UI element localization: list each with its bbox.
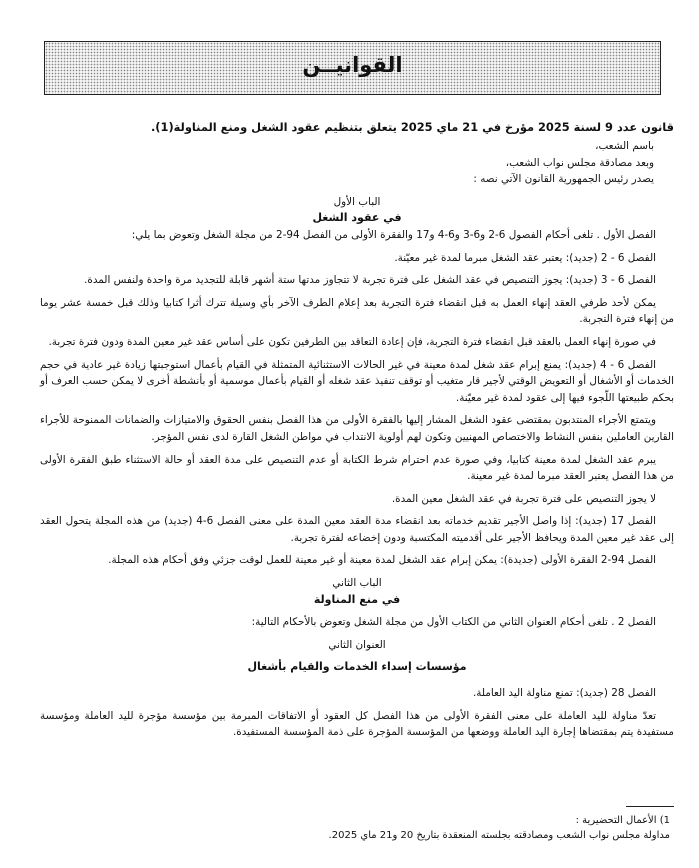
footnote-text: مداولة مجلس نواب الشعب ومصادقته بجلسته المنعقدة بتاريخ 20 و21 ماي 2025. (328, 830, 670, 841)
article-paragraph: الفصل الأول . تلغى أحكام الفصول 6-2 و6-3 و6-4 و17 والفقرة الأولى من الفصل 94-2 من مجلة الشغل وتعوض بما يلي: (131, 228, 656, 241)
part-heading: في منع المناولة (313, 592, 401, 606)
article-paragraph: الفصل 28 (جديد): تمنع مناولة اليد العاملة. (472, 687, 656, 700)
article-paragraph: تعدّ مناولة لليد العاملة على معنى الفقرة الأولى من هذا الفصل كل العقود أو الاتفاقات المبرمة بين مؤسسة مؤجرة لليد العاملة ومؤسسة مستفيدة يتم بمقتضاها إجارة اليد العاملة ووضعها من المؤسسة المؤجرة على ذمة المؤسسة المستفيدة. (40, 709, 674, 739)
article-paragraph: الفصل 2 . تلغى أحكام العنوان الثاني من الكتاب الأول من مجلة الشغل وتعوض بالأحكام التالية: (251, 616, 656, 629)
article-paragraph: ويتمتع الأجراء المنتدبون بمقتضى عقود الشغل المشار إليها بالفقرة الأولى من هذا الفصل بنفس الحقوق والامتيازات والضمانات الممنوحة للأجراء القارين العاملين بنفس النشاط والاختصاص المهنيين وتكون لهم أولوية الانتداب في مواطن الشغل القارة لدى نفس المؤجر. (40, 414, 674, 443)
footnote-label: 1) الأعمال التحضيرية : (575, 815, 670, 826)
preamble-line: باسم الشعب، (595, 140, 654, 152)
article-paragraph: يبرم عقد الشغل لمدة معينة كتابيا، وفي صورة عدم احترام شرط الكتابة أو عدم التنصيص على مدة العقد أو حالة الاستثناء طبق الفقرة الأولى من هذا الفصل يعتبر العقد مبرما لمدة غير معينة. (40, 453, 674, 483)
footnotes (40, 806, 674, 843)
section-banner (44, 41, 661, 95)
title-heading: مؤسسات إسداء الخدمات والقيام بأشغال (247, 660, 467, 674)
article-paragraph: يمكن لأحد طرفي العقد إنهاء العمل به قبل انقضاء فترة التجربة بعد إعلام الطرف الآخر بأي وسيلة تترك أثرا كتابيا وذلك قبل خمسة عشر يوما من إنهاء فترة التجربة. (40, 296, 674, 326)
banner-title: القوانيــن (302, 53, 403, 77)
law-title: قانون عدد 9 لسنة 2025 مؤرخ في 21 ماي 2025 يتعلق بتنظيم عقود الشغل ومنع المناولة(1). (150, 120, 674, 134)
part-heading: في عقود الشغل (312, 211, 402, 225)
preamble-line: يصدر رئيس الجمهورية القانون الآتي نصه : (473, 173, 654, 186)
article-paragraph: الفصل 6 - 4 (جديد): يمنع إبرام عقد شغل لمدة معينة في غير الحالات الاستثنائية المتمثلة في القيام بأعمال استوجبتها زيادة غير عادية في حجم الخدمات أو الأشغال أو التعويض الوقتي لأجير قار متغيب أو توقف تنفيذ عقد شغله أو القيام بأعمال موسمية أو بأنشطة أخرى لا يمكن حسب العرف أو بحكم طبيعتها اللّجوء فيها إلى عقود لمدة غير معيّنة. (40, 358, 674, 404)
preamble-line: وبعد مصادقة مجلس نواب الشعب، (505, 156, 654, 169)
article-paragraph: الفصل 94-2 الفقرة الأولى (جديدة): يمكن إبرام عقد الشغل لمدة معينة أو غير معينة للعمل لوقت جزئي وفق أحكام هذه المجلة. (108, 554, 656, 567)
footnote-divider (626, 806, 674, 807)
part-label: الباب الثاني (332, 577, 382, 590)
title-label: العنوان الثاني (328, 638, 386, 651)
article-paragraph: الفصل 6 - 3 (جديد): يجوز التنصيص في عقد الشغل على فترة تجربة لا تتجاوز مدتها ستة أشهر قابلة للتجديد مرة واحدة ولنفس المدة. (84, 274, 656, 287)
article-paragraph: في صورة إنهاء العمل بالعقد قبل انقضاء فترة التجربة، فإن إعادة التعاقد بين الطرفين تكون على أساس عقد غير معين المدة ودون فترة تجربة. (48, 335, 656, 348)
article-paragraph: لا يجوز التنصيص على فترة تجربة في عقد الشغل معين المدة. (391, 492, 656, 505)
law-text (40, 118, 674, 741)
article-paragraph: الفصل 17 (جديد): إذا واصل الأجير تقديم خدماته بعد انقضاء مدة العقد معين المدة على معنى الفصل 6-4 (جديد) من هذه المجلة يتحول العقد إلى عقد غير معين المدة ويحافظ الأجير على أقدميته المكتسبة ودون إخضاعه لفترة تجربة. (40, 515, 674, 544)
part-label: الباب الأول (333, 195, 381, 208)
article-paragraph: الفصل 6 - 2 (جديد): يعتبر عقد الشغل مبرما لمدة غير معيّنة. (394, 251, 656, 264)
